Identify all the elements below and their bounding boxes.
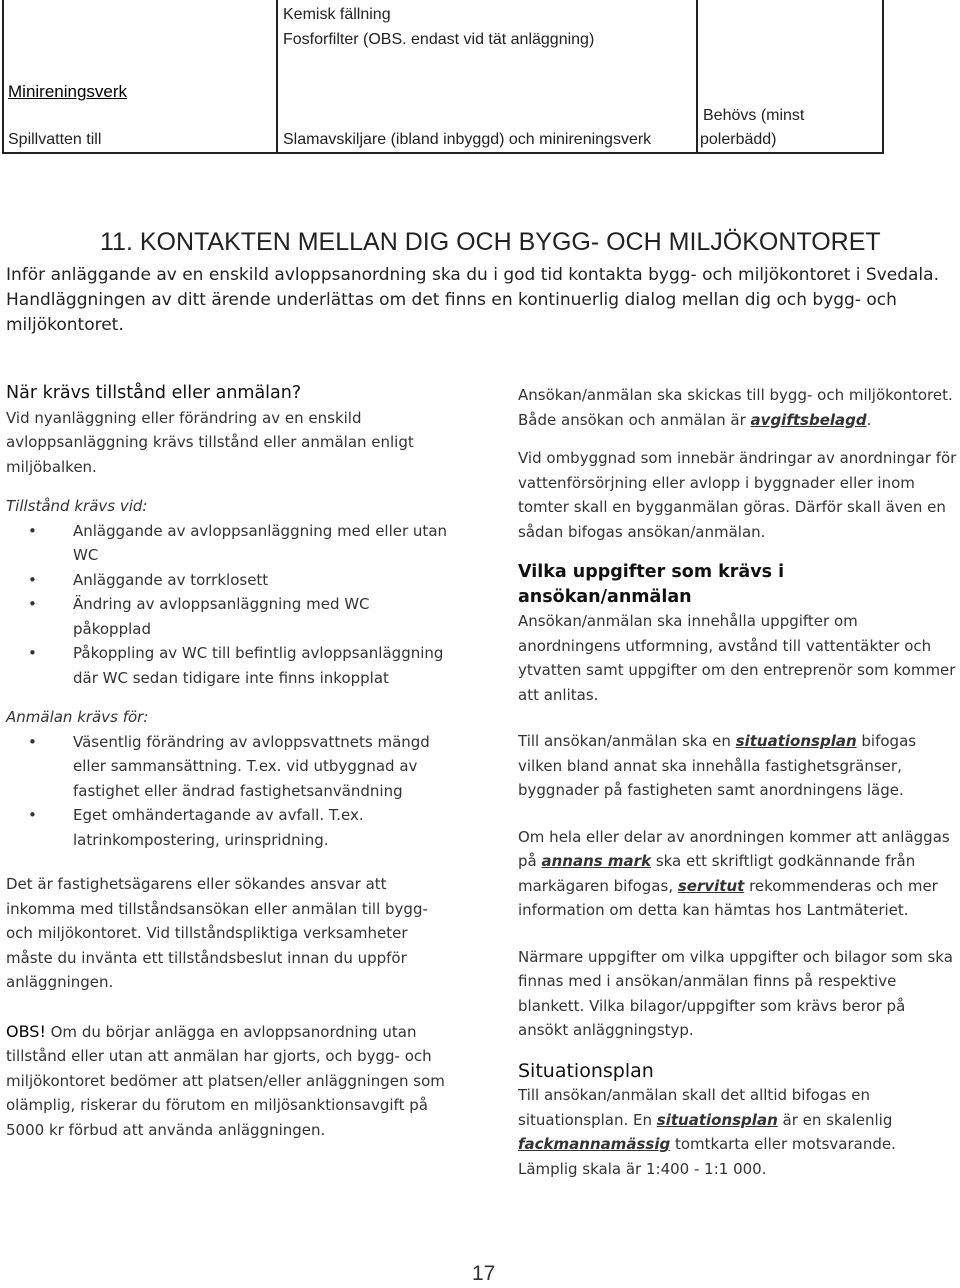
- right-column: [518, 383, 958, 1181]
- table-cell-fosforfilter: Fosforfilter (OBS. endast vid tät anläggning): [283, 31, 595, 48]
- list-item: • Väsentlig förändring av avloppsvattnets mängd eller sammansättning. T.ex. vid utbyggnad av fastighet eller ändrad fastighetsanvändning: [6, 730, 451, 804]
- table-border-bottom: [2, 152, 884, 154]
- right-heading-uppgifter: Vilka uppgifter som krävs i ansökan/anmälan: [518, 562, 785, 607]
- section-intro: Inför anläggande av en enskild avloppsanordning ska du i god tid kontakta bygg- och miljökontoret i Svedala. Handläggningen av ditt ärende underlättas om det finns en kontinuerlig dialog mellan dig och bygg- och miljökontoret.: [6, 265, 939, 335]
- right-paragraph-7: Till ansökan/anmälan skall det alltid bifogas en situationsplan. En situationsplan är en skalenlig fackmannamässig tomtkarta eller motsvarande. Lämplig skala är 1:400 - 1:1 000.: [518, 1086, 896, 1178]
- right-paragraph-2: Vid ombyggnad som innebär ändringar av anordningar för vattenförsörjning eller avlopp i byggnader eller inom tomter skall en bygganmälan göras. Därför skall även en sådan bifogas ansökan/anmälan.: [518, 449, 957, 541]
- table-heading-minireningsverk: Minireningsverk: [8, 82, 128, 101]
- list-item: • Anläggande av avloppsanläggning med eller utan WC: [6, 519, 451, 568]
- right-paragraph-4: Till ansökan/anmälan ska en situationsplan bifogas vilken bland annat ska innehålla fastighetsgränser, byggnader på fastigheten samt anordningens läge.: [518, 732, 917, 799]
- left-column: [6, 381, 451, 1142]
- page-number: 17: [472, 1262, 496, 1285]
- bullet-icon: •: [28, 732, 37, 751]
- bullet-icon: •: [28, 521, 37, 540]
- right-heading-situationsplan: Situationsplan: [518, 1059, 654, 1082]
- tillstand-label: Tillstånd krävs vid:: [6, 497, 148, 515]
- table-cell-behovs: Behövs (minst: [703, 107, 805, 124]
- right-paragraph-1: Ansökan/anmälan ska skickas till bygg- och miljökontoret. Både ansökan och anmälan är avgiftsbelagd.: [518, 386, 953, 429]
- table-cell-slamavskiljare: Slamavskiljare (ibland inbyggd) och minireningsverk: [283, 131, 652, 148]
- left-paragraph-1: Vid nyanläggning eller förändring av en enskild avloppsanläggning krävs tillstånd eller anmälan enligt miljöbalken.: [6, 408, 414, 476]
- right-paragraph-6: Närmare uppgifter om vilka uppgifter och bilagor som ska finnas med i ansökan/anmälan finns på respektive blankett. Vilka bilagor/uppgifter som krävs beror på ansökt anläggningstyp.: [518, 947, 953, 1039]
- bullet-icon: •: [28, 595, 37, 613]
- bullet-icon: •: [28, 570, 37, 589]
- table-border-col3: [696, 0, 698, 154]
- table-cell-spillvatten: Spillvatten till: [8, 131, 102, 148]
- left-paragraph-2: Det är fastighetsägarens eller sökandes ansvar att inkomma med tillståndsansökan eller anmälan till bygg- och miljökontoret. Vid tillståndspliktiga verksamheter måste du invänta ett tillståndsbeslut innan du uppför anläggningen.: [6, 875, 428, 991]
- section-title: 11. KONTAKTEN MELLAN DIG OCH BYGG- OCH MILJÖKONTORET: [100, 228, 881, 256]
- list-item: • Påkoppling av WC till befintlig avloppsanläggning där WC sedan tidigare inte finns inkopplat: [6, 641, 451, 690]
- table-border-right: [882, 0, 884, 154]
- obs-paragraph: OBS! Om du börjar anlägga en avloppsanordning utan tillstånd eller utan att anmälan har gjorts, och bygg- och miljökontoret bedömer att platsen/eller anläggningen som olämplig, riskerar du förutom en miljösanktionsavgift på 5000 kr förbud att använda anläggningen.: [6, 1021, 445, 1139]
- bullet-icon: •: [28, 806, 37, 824]
- anmalan-list: [6, 730, 451, 853]
- right-paragraph-5: Om hela eller delar av anordningen kommer att anläggas på annans mark ska ett skriftligt godkännande från markägaren bifogas, servitut rekommenderas och mer information om detta kan hämtas hos Lantmäteriet.: [518, 827, 950, 919]
- anmalan-label: Anmälan krävs för:: [6, 708, 149, 726]
- right-paragraph-3: Ansökan/anmälan ska innehålla uppgifter om anordningens utformning, avstånd till vattentäkter och ytvatten samt uppgifter om den entreprenör som kommer att anlitas.: [518, 612, 956, 704]
- bullet-icon: •: [28, 644, 37, 662]
- tillstand-list: [6, 519, 451, 691]
- list-item: • Anläggande av torrklosett: [6, 568, 451, 593]
- table-border-left: [2, 0, 4, 154]
- table-cell-polerbadd: polerbädd): [700, 131, 777, 148]
- left-heading: När krävs tillstånd eller anmälan?: [6, 383, 302, 403]
- obs-label: OBS!: [6, 1021, 46, 1041]
- list-item: • Ändring av avloppsanläggning med WC påkopplad: [6, 592, 451, 641]
- table-border-col2: [276, 0, 278, 154]
- table-cell-kemisk: Kemisk fällning: [283, 6, 391, 23]
- list-item: • Eget omhändertagande av avfall. T.ex. latrinkompostering, urinspridning.: [6, 803, 451, 852]
